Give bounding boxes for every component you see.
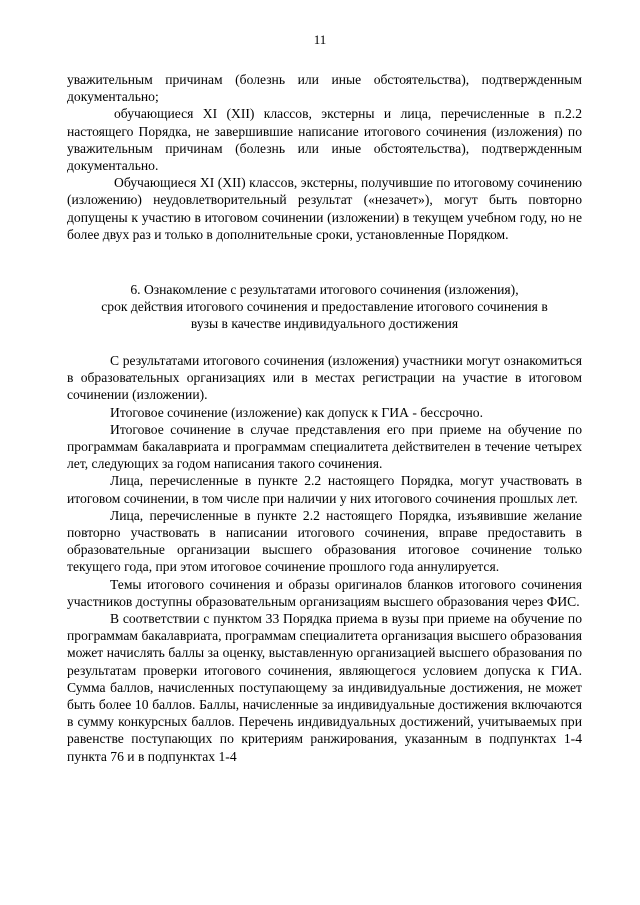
- section-body: [67, 352, 582, 765]
- paragraph-validity-admission: Итоговое сочинение в случае представления его при приеме на обучение по программам бакалавриата и программам специалитета действителен в течение четырех лет, следующих за годом написания такого сочинения.: [67, 421, 582, 472]
- section-heading: [67, 281, 582, 333]
- paragraph-results-review: С результатами итогового сочинения (изложения) участники могут ознакомиться в образовательных организациях или в местах регистрации на участие в итоговом сочинении (изложении).: [67, 353, 582, 403]
- section-heading-line: срок действия итогового сочинения и предоставление итогового сочинения в: [101, 299, 548, 315]
- paragraph-validity-gia: Итоговое сочинение (изложение) как допуск к ГИА - бессрочно.: [110, 404, 483, 420]
- paragraph-list-item: обучающиеся XI (XII) классов, экстерны и лица, перечисленные в п.2.2 настоящего Порядка, не завершившие написание итогового сочинения (изложения) по уважительным причинам (болезнь или иные обстоятельства), подтвержденным документально.: [67, 106, 582, 174]
- paragraph-repeat-participation: Лица, перечисленные в пункте 2.2 настоящего Порядка, изъявившие желание повторно участвовать в написании итогового сочинения, вправе предоставить в образовательные организации высшего образования итоговое сочинение только текущего года, при этом итоговое сочинение прошлого года аннулируется.: [67, 507, 582, 575]
- section-heading-line: 6. Ознакомление с результатами итогового сочинения (изложения),: [130, 282, 519, 297]
- paragraph-continuation: уважительным причинам (болезнь или иные обстоятельства), подтвержденным документально;: [67, 72, 582, 105]
- paragraph-fis-access: Темы итогового сочинения и образы оригиналов бланков итогового сочинения участников доступны образовательным организациям высшего образования через ФИС.: [67, 576, 582, 609]
- section-heading-line: вузы в качестве индивидуального достижения: [190, 316, 459, 332]
- paragraph-past-years: Лица, перечисленные в пункте 2.2 настоящего Порядка, могут участвовать в итоговом сочинении, в том числе при наличии у них итогового сочинения прошлых лет.: [67, 473, 582, 506]
- top-paragraphs: [67, 71, 582, 243]
- page-number: 11: [313, 32, 327, 47]
- paragraph-repeat-admission: Обучающиеся XI (XII) классов, экстерны, получившие по итоговому сочинению (изложению) неудовлетворительный результат («незачет»), могут быть повторно допущены к участию в итоговом сочинении (изложении) в текущем учебном году, но не более двух раз и только в дополнительные сроки, установленные Порядком.: [67, 175, 582, 242]
- paragraph-admission-points: В соответствии с пунктом 33 Порядка приема в вузы при приеме на обучение по программам бакалавриата, программам специалитета организация высшего образования может начислять баллы за оценку, выставленную организацией высшего образования по результатам проверки итогового сочинения, являющегося условием допуска к ГИА. Сумма баллов, начисленных поступающему за индивидуальные достижения, не может быть более 10 баллов. Баллы, начисленные за индивидуальные достижения включаются в сумму конкурсных баллов. Перечень индивидуальных достижений, учитываемых при равенстве поступающих по критериям ранжирования, указанным в подпунктах 1-4 пункта 76 и в подпунктах 1-4: [67, 611, 582, 764]
